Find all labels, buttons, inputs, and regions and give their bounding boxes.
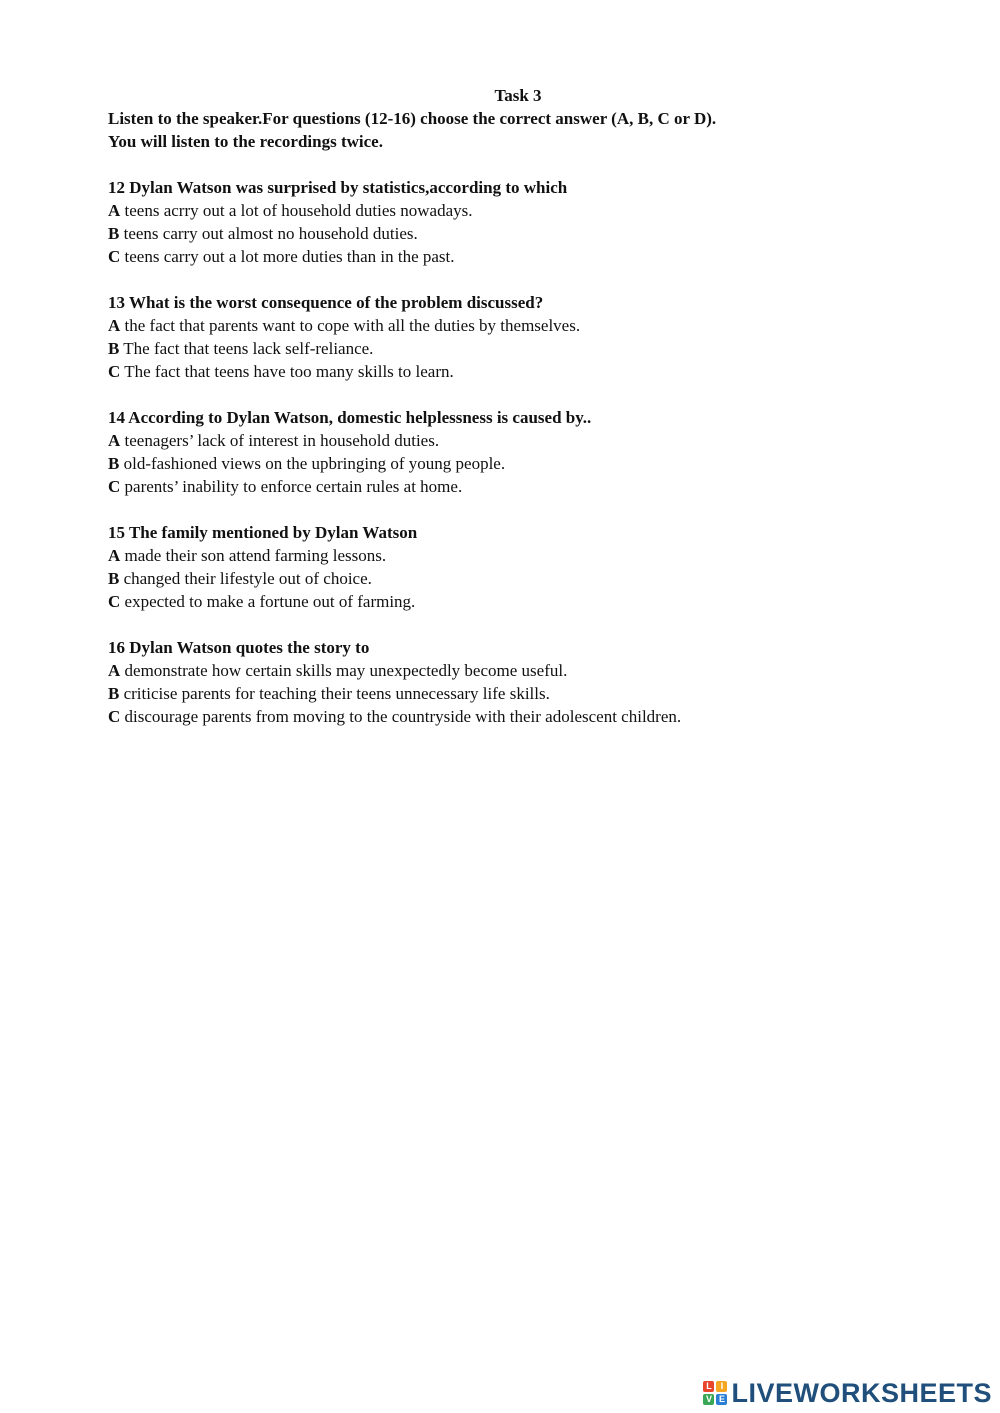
question-block xyxy=(108,636,968,728)
option-letter: A xyxy=(108,431,121,450)
question-heading: 16 Dylan Watson quotes the story to xyxy=(108,638,370,657)
option-letter: B xyxy=(108,224,120,243)
answer-option xyxy=(108,199,968,222)
logo-tile-e: E xyxy=(716,1394,727,1405)
option-text: criticise parents for teaching their teens unnecessary life skills. xyxy=(123,684,550,703)
option-text: The fact that teens have too many skills to learn. xyxy=(124,362,454,381)
answer-option xyxy=(108,659,968,682)
option-text: teens acrry out a lot of household duties nowadays. xyxy=(124,201,473,220)
option-text: demonstrate how certain skills may unexpectedly become useful. xyxy=(124,661,568,680)
option-text: the fact that parents want to cope with all the duties by themselves. xyxy=(124,316,581,335)
answer-option xyxy=(108,314,968,337)
answer-option xyxy=(108,222,968,245)
option-letter: A xyxy=(108,201,121,220)
answer-option xyxy=(108,337,968,360)
task-title: Task 3 xyxy=(494,86,542,105)
option-letter: A xyxy=(108,546,121,565)
question-block xyxy=(108,521,968,613)
answer-option xyxy=(108,245,968,268)
answer-option xyxy=(108,475,968,498)
answer-option xyxy=(108,452,968,475)
instruction-line-1: Listen to the speaker.For questions (12-16) choose the correct answer (A, B, C or D). xyxy=(108,109,717,128)
option-letter: A xyxy=(108,316,121,335)
answer-option xyxy=(108,360,968,383)
option-letter: C xyxy=(108,247,121,266)
question-list xyxy=(108,176,968,728)
option-text: expected to make a fortune out of farming. xyxy=(124,592,416,611)
logo-tile-v: V xyxy=(703,1394,714,1405)
answer-option xyxy=(108,544,968,567)
option-letter: B xyxy=(108,684,120,703)
question-heading: 14 According to Dylan Watson, domestic helplessness is caused by.. xyxy=(108,408,592,427)
question-block xyxy=(108,406,968,498)
logo-tile-i: I xyxy=(716,1381,727,1392)
option-text: discourage parents from moving to the countryside with their adolescent children. xyxy=(124,707,682,726)
answer-option xyxy=(108,567,968,590)
option-letter: A xyxy=(108,661,121,680)
option-letter: B xyxy=(108,454,120,473)
instruction-line-2: You will listen to the recordings twice. xyxy=(108,132,383,151)
answer-option xyxy=(108,429,968,452)
logo-tile-l: L xyxy=(703,1381,714,1392)
question-block xyxy=(108,291,968,383)
option-letter: C xyxy=(108,592,121,611)
answer-option xyxy=(108,682,968,705)
answer-option xyxy=(108,705,968,728)
worksheet-page xyxy=(108,84,968,728)
option-text: parents’ inability to enforce certain rules at home. xyxy=(124,477,463,496)
option-letter: C xyxy=(108,362,121,381)
option-letter: C xyxy=(108,707,121,726)
option-text: teens carry out a lot more duties than in the past. xyxy=(124,247,455,266)
option-text: old-fashioned views on the upbringing of young people. xyxy=(123,454,506,473)
question-heading: 13 What is the worst consequence of the problem discussed? xyxy=(108,293,544,312)
option-letter: B xyxy=(108,339,120,358)
brand-name: LIVEWORKSHEETS xyxy=(731,1377,992,1408)
liveworksheets-brand xyxy=(703,1379,992,1407)
option-text: changed their lifestyle out of choice. xyxy=(123,569,372,588)
question-heading: 15 The family mentioned by Dylan Watson xyxy=(108,523,418,542)
answer-option xyxy=(108,590,968,613)
option-letter: C xyxy=(108,477,121,496)
option-text: made their son attend farming lessons. xyxy=(124,546,387,565)
option-text: The fact that teens lack self-reliance. xyxy=(123,339,374,358)
option-text: teens carry out almost no household duties. xyxy=(123,224,418,243)
question-heading: 12 Dylan Watson was surprised by statistics,according to which xyxy=(108,178,568,197)
option-text: teenagers’ lack of interest in household duties. xyxy=(124,431,440,450)
option-letter: B xyxy=(108,569,120,588)
question-block xyxy=(108,176,968,268)
liveworksheets-logo-icon xyxy=(703,1381,727,1405)
